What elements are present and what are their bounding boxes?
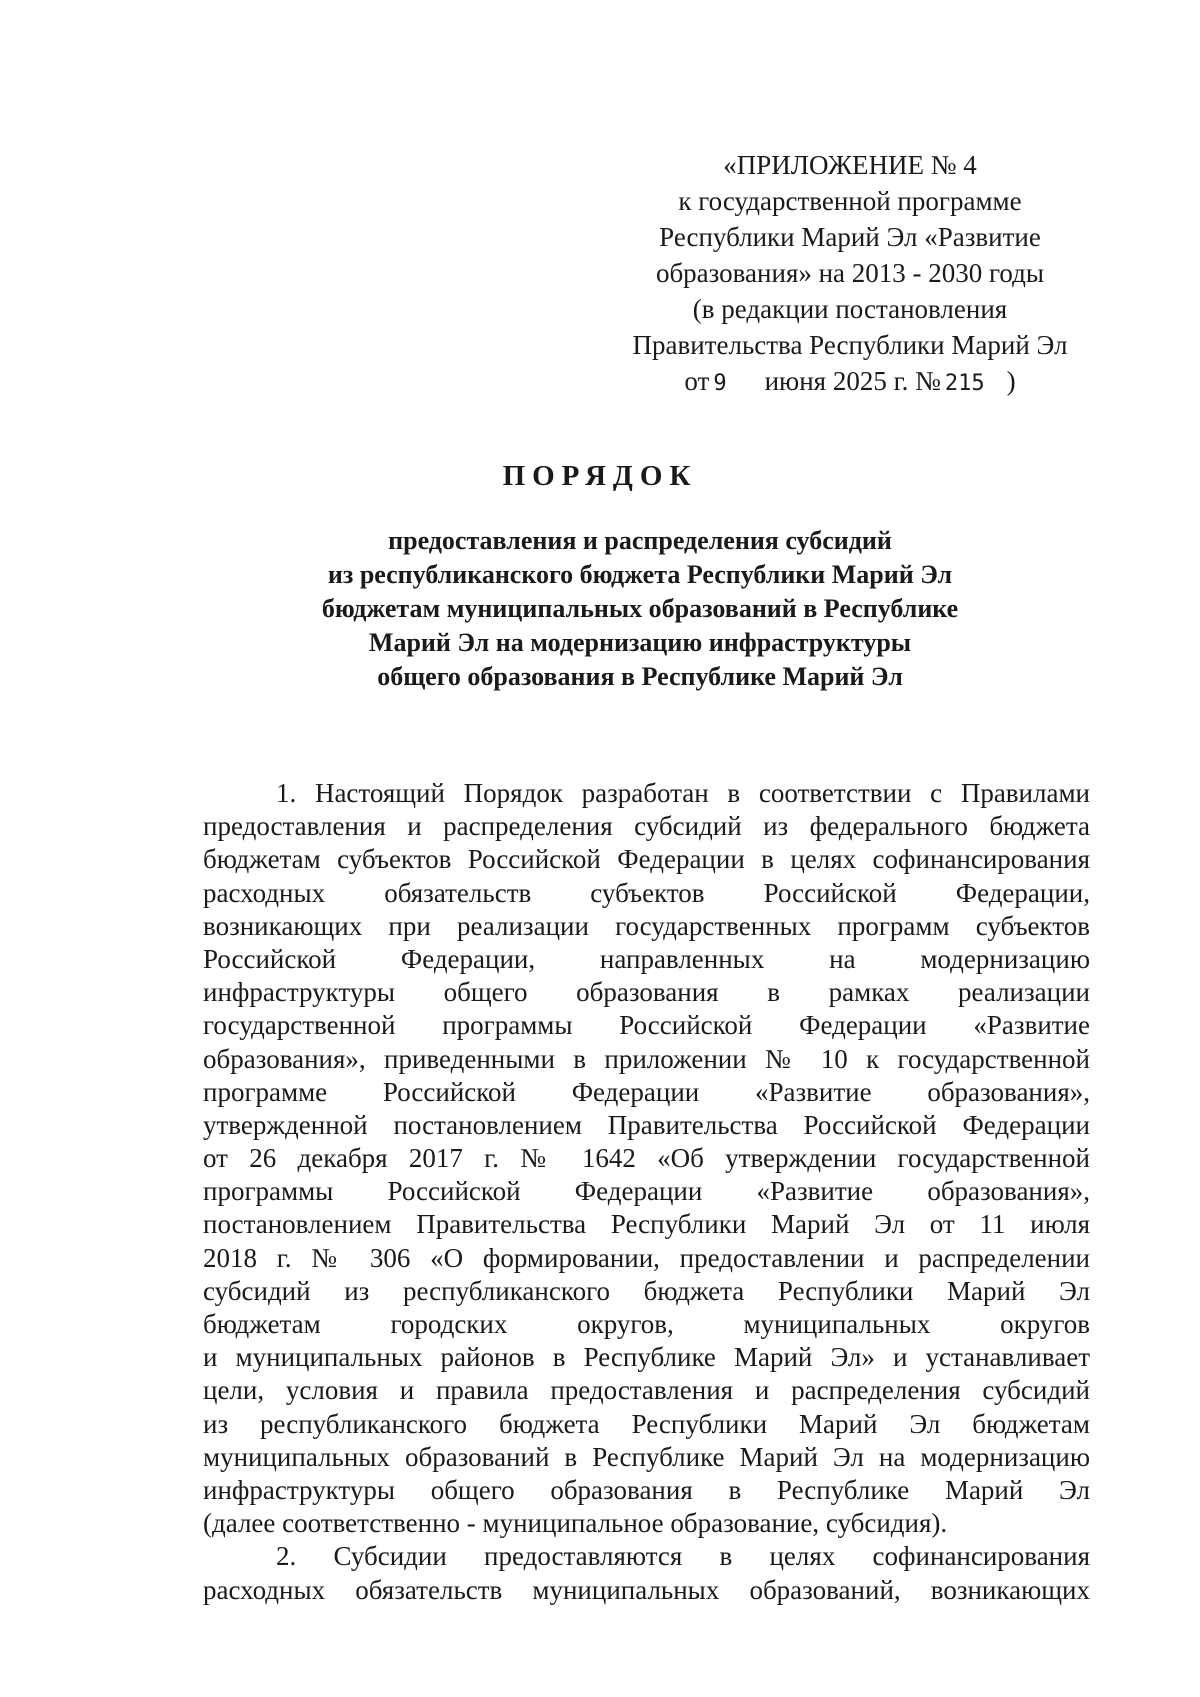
date-day: 9 <box>713 371 727 396</box>
paragraph-line: бюджетам субъектов Российской Федерации в целях софинансирования <box>203 844 1090 875</box>
paragraph-line: Российской Федерации, направленных на модернизацию <box>203 943 1090 974</box>
appendix-line: Республики Марий Эл «Развитие <box>659 222 1041 252</box>
paragraph-line: 2. Субсидии предоставляются в целях софинансирования <box>276 1541 1090 1572</box>
resolution-date-line <box>600 363 1100 402</box>
paragraph-line: из республиканского бюджета Республики Марий Эл бюджетам <box>203 1408 1090 1439</box>
paragraph-line: государственной программы Российской Федерации «Развитие <box>203 1010 1090 1041</box>
paragraph-line: бюджетам городских округов, муниципальных округов <box>203 1309 1090 1339</box>
doc-number: 215 <box>944 371 985 396</box>
paragraph-line: (далее соответственно - муниципальное образование, субсидия). <box>203 1508 948 1539</box>
document-subtitle <box>250 524 1030 694</box>
document-body <box>203 777 1090 1607</box>
date-rest: июня 2025 г. № <box>764 366 941 396</box>
paragraph-line: инфраструктуры общего образования в рамках реализации <box>203 977 1090 1008</box>
paragraph-line: субсидий из республиканского бюджета Республики Марий Эл <box>203 1275 1090 1306</box>
paragraph-line: расходных обязательств субъектов Российской Федерации, <box>203 877 1090 908</box>
paragraph-line: программы Российской Федерации «Развитие образования», <box>203 1176 1090 1207</box>
paragraph-line: 2018 г. № 306 «О формировании, предоставлении и распределении <box>203 1242 1090 1273</box>
paragraph-line: цели, условия и правила предоставления и распределения субсидий <box>203 1375 1090 1406</box>
subtitle-line: общего образования в Республике Марий Эл <box>377 662 903 691</box>
paragraph-line: постановлением Правительства Республики Марий Эл от 11 июля <box>203 1209 1090 1240</box>
subtitle-line: Марий Эл на модернизацию инфраструктуры <box>368 628 912 657</box>
paragraph-line: утвержденной постановлением Правительства Российской Федерации <box>203 1109 1090 1140</box>
paragraph-line: предоставления и распределения субсидий из федерального бюджета <box>203 811 1090 842</box>
appendix-line: к государственной программе <box>678 186 1022 216</box>
appendix-header <box>600 147 1100 402</box>
paragraph-1 <box>203 777 1090 1540</box>
paragraph-line: муниципальных образований в Республике Марий Эл на модернизацию <box>203 1441 1090 1472</box>
subtitle-line: предоставления и распределения субсидий <box>388 526 892 555</box>
document-title: ПОРЯДОК <box>502 460 698 492</box>
paragraph-line: образования», приведенными в приложении № 10 к государственной <box>203 1043 1090 1074</box>
paragraph-2 <box>203 1540 1090 1606</box>
subtitle-line: из республиканского бюджета Республики Марий Эл <box>327 560 953 589</box>
paragraph-line: расходных обязательств муниципальных образований, возникающих <box>203 1574 1090 1605</box>
paragraph-line: 1. Настоящий Порядок разработан в соответствии с Правилами <box>276 778 1090 808</box>
appendix-line: «ПРИЛОЖЕНИЕ № 4 <box>723 150 977 180</box>
date-close: ) <box>1006 366 1016 396</box>
paragraph-line: инфраструктуры общего образования в Республике Марий Эл <box>203 1474 1090 1505</box>
appendix-line: Правительства Республики Марий Эл <box>632 330 1068 360</box>
date-prefix: от <box>684 366 710 396</box>
appendix-line: образования» на 2013 - 2030 годы <box>655 258 1045 288</box>
paragraph-line: программе Российской Федерации «Развитие образования», <box>203 1076 1090 1107</box>
subtitle-line: бюджетам муниципальных образований в Республике <box>321 594 959 623</box>
paragraph-line: и муниципальных районов в Республике Марий Эл» и устанавливает <box>203 1342 1090 1373</box>
paragraph-line: от 26 декабря 2017 г. № 1642 «Об утверждении государственной <box>203 1143 1090 1174</box>
paragraph-line: возникающих при реализации государственных программ субъектов <box>203 910 1090 941</box>
appendix-line: (в редакции постановления <box>692 294 1008 324</box>
